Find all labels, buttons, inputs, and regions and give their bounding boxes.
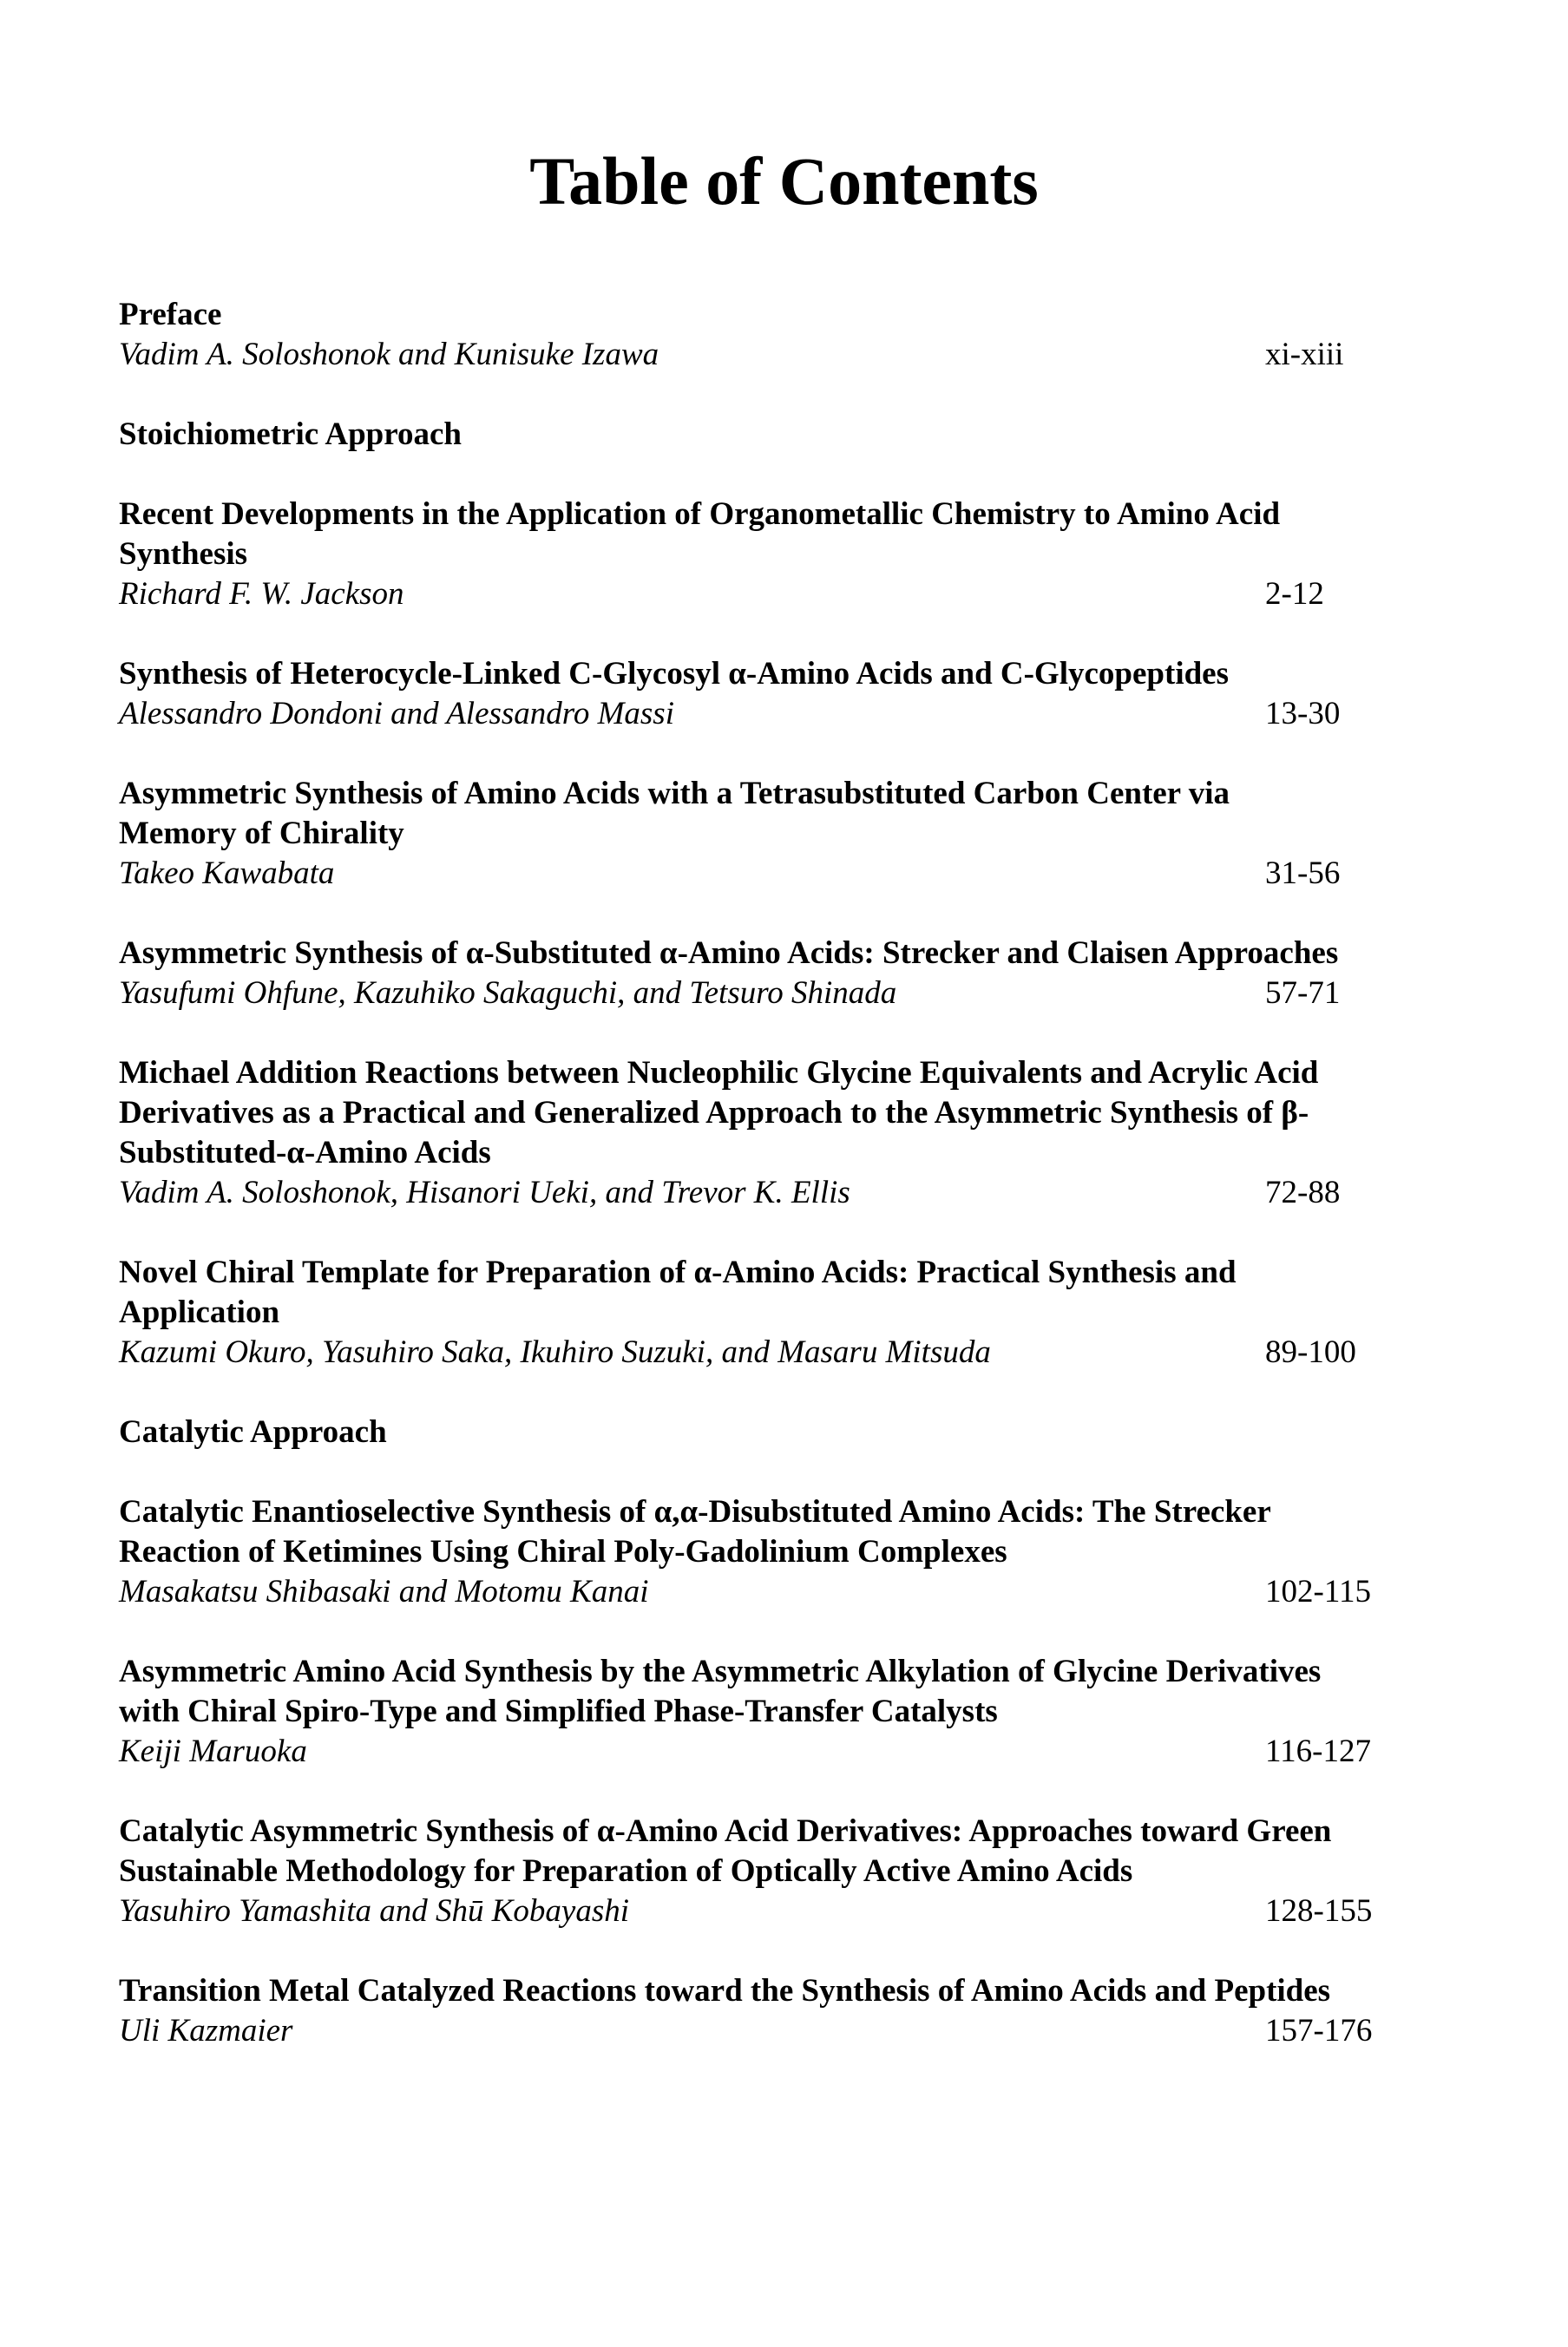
entry-pages: 31-56 [1265,856,1341,891]
page-title: Table of Contents [529,143,1039,219]
entry-title-line: Novel Chiral Template for Preparation of α-Amino Acids: Practical Synthesis and [119,1255,1237,1290]
section-heading-catalytic: Catalytic Approach [119,1414,387,1450]
entry-title-line: Sustainable Methodology for Preparation of Optically Active Amino Acids [119,1853,1133,1889]
preface-authors: Vadim A. Soloshonok and Kunisuke Izawa [119,337,659,372]
entry-title-line: Catalytic Asymmetric Synthesis of α-Amino Acid Derivatives: Approaches toward Green [119,1813,1332,1849]
entry-pages: 57-71 [1265,975,1341,1011]
entry-pages: 116-127 [1265,1734,1371,1769]
entry-title-line: Asymmetric Amino Acid Synthesis by the Asymmetric Alkylation of Glycine Derivatives [119,1654,1322,1689]
entry-authors: Keiji Maruoka [119,1734,307,1769]
preface-pages: xi-xiii [1265,337,1344,372]
entry-title-line: Synthesis of Heterocycle-Linked C-Glycosyl α-Amino Acids and C-Glycopeptides [119,656,1229,692]
section-heading-stoichiometric: Stoichiometric Approach [119,416,462,452]
entry-title-line: Substituted-α-Amino Acids [119,1135,491,1170]
entry-title-line: Asymmetric Synthesis of α-Substituted α-Amino Acids: Strecker and Claisen Approaches [119,935,1339,971]
entry-title-line: Derivatives as a Practical and Generalized Approach to the Asymmetric Synthesis of β- [119,1095,1309,1131]
entry-title-line: Transition Metal Catalyzed Reactions toward the Synthesis of Amino Acids and Peptides [119,1973,1331,2009]
entry-title-line: Synthesis [119,536,248,572]
entry-title-line: Asymmetric Synthesis of Amino Acids with a Tetrasubstituted Carbon Center via [119,776,1230,811]
entry-pages: 157-176 [1265,2013,1373,2049]
preface-title: Preface [119,297,222,332]
entry-authors: Vadim A. Soloshonok, Hisanori Ueki, and Trevor K. Ellis [119,1175,850,1210]
entry-authors: Takeo Kawabata [119,856,335,891]
entry-authors: Richard F. W. Jackson [119,576,404,612]
entry-title-line: with Chiral Spiro-Type and Simplified Phase-Transfer Catalysts [119,1694,998,1729]
entry-authors: Kazumi Okuro, Yasuhiro Saka, Ikuhiro Suzuki, and Masaru Mitsuda [119,1334,991,1370]
entry-title-line: Memory of Chirality [119,816,404,851]
entry-pages: 102-115 [1265,1574,1371,1609]
entry-title-line: Catalytic Enantioselective Synthesis of α,α-Disubstituted Amino Acids: The Strecker [119,1494,1271,1530]
entry-authors: Alessandro Dondoni and Alessandro Massi [119,696,674,731]
entry-pages: 89-100 [1265,1334,1356,1370]
entry-pages: 72-88 [1265,1175,1341,1210]
entry-pages: 13-30 [1265,696,1341,731]
entry-title-line: Michael Addition Reactions between Nucleophilic Glycine Equivalents and Acrylic Acid [119,1055,1319,1091]
entry-title-line: Recent Developments in the Application of Organometallic Chemistry to Amino Acid [119,496,1281,532]
entry-authors: Masakatsu Shibasaki and Motomu Kanai [119,1574,649,1609]
entry-pages: 128-155 [1265,1893,1373,1929]
entry-title-line: Reaction of Ketimines Using Chiral Poly-Gadolinium Complexes [119,1534,1007,1570]
entry-authors: Yasufumi Ohfune, Kazuhiko Sakaguchi, and Tetsuro Shinada [119,975,897,1011]
entry-title-line: Application [119,1295,280,1330]
entry-authors: Yasuhiro Yamashita and Shū Kobayashi [119,1893,630,1929]
entry-pages: 2-12 [1265,576,1324,612]
entry-authors: Uli Kazmaier [119,2013,293,2049]
